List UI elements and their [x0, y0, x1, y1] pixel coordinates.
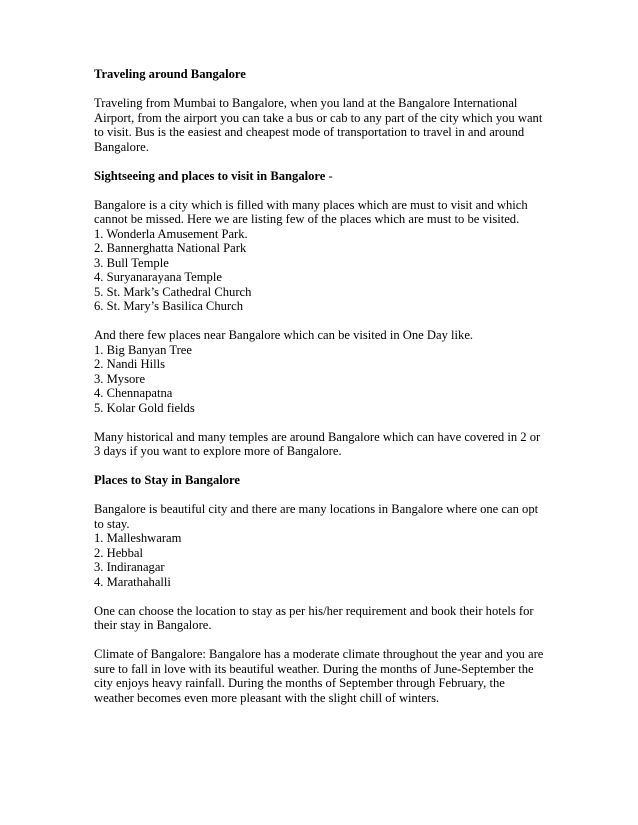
- sightseeing-heading-text: Sightseeing and places to visit in Bangalore: [94, 168, 326, 183]
- page-title: Traveling around Bangalore: [94, 67, 246, 81]
- stay-line: to stay.: [94, 516, 130, 531]
- list-item: 4. Suryanarayana Temple: [94, 270, 222, 284]
- day-trip-paragraph: [94, 328, 578, 415]
- climate-line: sure to fall in love with its beautiful weather. During the months of June-September the: [94, 661, 534, 676]
- intro-paragraph: [94, 96, 578, 154]
- list-item: 5. Kolar Gold fields: [94, 400, 195, 415]
- intro-line: to visit. Bus is the easiest and cheapest mode of transportation to travel in and around: [94, 125, 525, 139]
- list-item: 4. Marathahalli: [94, 574, 171, 589]
- choose-line: One can choose the location to stay as per his/her requirement and book their hotels for: [94, 603, 534, 618]
- historical-line: Many historical and many temples are around Bangalore which can have covered in 2 or: [94, 429, 541, 444]
- list-item: 4. Chennapatna: [94, 386, 173, 400]
- list-item: 1. Big Banyan Tree: [94, 342, 192, 357]
- sightseeing-line: Bangalore is a city which is filled with many places which are must to visit and which: [94, 197, 528, 212]
- intro-line: Airport, from the airport you can take a bus or cab to any part of the city which you want: [94, 110, 543, 125]
- list-item: 1. Malleshwaram: [94, 531, 182, 545]
- list-item: 2. Hebbal: [94, 545, 143, 560]
- stay-line: Bangalore is beautiful city and there are many locations in Bangalore where one can opt: [94, 502, 539, 516]
- sightseeing-paragraph: [94, 198, 578, 314]
- list-item: 5. St. Mark’s Cathedral Church: [94, 284, 252, 299]
- climate-line: city enjoys heavy rainfall. During the months of September through February, the: [94, 676, 505, 690]
- intro-line: Traveling from Mumbai to Bangalore, when you land at the Bangalore International: [94, 96, 518, 110]
- historical-line: 3 days if you want to explore more of Bangalore.: [94, 444, 342, 458]
- climate-paragraph: [94, 647, 578, 705]
- day-trip-intro: And there few places near Bangalore which can be visited in One Day like.: [94, 328, 474, 342]
- choose-paragraph: [94, 604, 578, 633]
- stay-paragraph: [94, 502, 578, 589]
- climate-line: weather becomes even more pleasant with the slight chill of winters.: [94, 690, 440, 705]
- stay-heading: Places to Stay in Bangalore: [94, 473, 240, 487]
- list-item: 1. Wonderla Amusement Park.: [94, 226, 248, 241]
- choose-line: their stay in Bangalore.: [94, 618, 212, 632]
- sightseeing-heading-suffix: -: [325, 168, 333, 183]
- list-item: 2. Nandi Hills: [94, 357, 166, 371]
- sightseeing-heading: [94, 169, 578, 184]
- list-item: 6. St. Mary’s Basilica Church: [94, 299, 244, 313]
- climate-line: Climate of Bangalore: Bangalore has a moderate climate throughout the year and you are: [94, 647, 544, 661]
- intro-line: Bangalore.: [94, 139, 149, 154]
- sightseeing-line: cannot be missed. Here we are listing few of the places which are must to be visited.: [94, 212, 520, 226]
- historical-paragraph: [94, 430, 578, 459]
- list-item: 3. Bull Temple: [94, 255, 169, 270]
- list-item: 3. Mysore: [94, 371, 146, 386]
- list-item: 3. Indiranagar: [94, 560, 165, 574]
- list-item: 2. Bannerghatta National Park: [94, 241, 247, 255]
